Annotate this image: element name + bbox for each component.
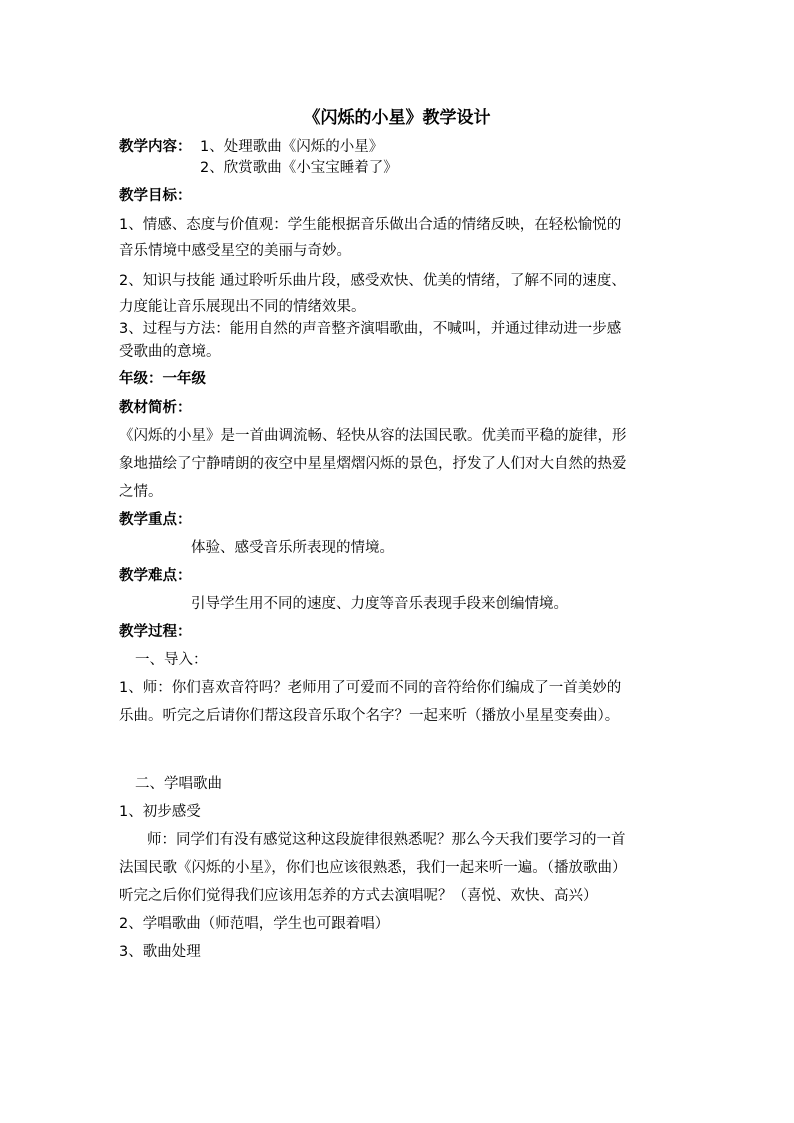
goal-3-line-1: 3、过程与方法：能用自然的声音整齐演唱歌曲，不喊叫，并通过律动进一步感 bbox=[119, 321, 622, 337]
document-title: 《闪烁的小星》教学设计 bbox=[303, 108, 491, 128]
step-2-para-line-2: 法国民歌《闪烁的小星》，你们也应该很熟悉，我们一起来听一遍。（播放歌曲） bbox=[119, 860, 627, 876]
step-1-line-1: 1、师：你们喜欢音符吗？老师用了可爱而不同的音符给你们编成了一首美妙的 bbox=[119, 680, 622, 696]
grade: 年级：一年级 bbox=[119, 371, 206, 387]
goal-1-line-2: 音乐情境中感受星空的美丽与奇妙。 bbox=[119, 243, 351, 259]
step-1-line-2: 乐曲。听完之后请你们帮这段音乐取个名字？一起来听（播放小星星变奏曲）。 bbox=[119, 708, 620, 724]
analysis-heading: 教材简析： bbox=[119, 400, 192, 416]
goal-1-line-1: 1、情感、态度与价值观：学生能根据音乐做出合适的情绪反映，在轻松愉悦的 bbox=[119, 217, 622, 233]
step-2-sub-2: 2、学唱歌曲（师范唱，学生也可跟着唱） bbox=[119, 916, 390, 932]
key-text: 体验、感受音乐所表现的情境。 bbox=[191, 540, 394, 556]
difficulty-text: 引导学生用不同的速度、力度等音乐表现手段来创编情境。 bbox=[191, 596, 568, 612]
step-2-para-line-3: 听完之后你们觉得我们应该用怎养的方式去演唱呢？（喜悦、欢快、高兴） bbox=[119, 888, 598, 904]
analysis-line-3: 之情。 bbox=[119, 484, 163, 500]
content-item-1: 1、处理歌曲《闪烁的小星》 bbox=[200, 139, 384, 155]
analysis-line-1: 《闪烁的小星》是一首曲调流畅、轻快从容的法国民歌。优美而平稳的旋律，形 bbox=[119, 428, 627, 444]
content-item-2: 2、欣赏歌曲《小宝宝睡着了》 bbox=[200, 160, 398, 176]
step-2-sub-3: 3、歌曲处理 bbox=[119, 944, 201, 960]
step-2-sub-1: 1、初步感受 bbox=[119, 804, 201, 820]
goal-3-line-2: 受歌曲的意境。 bbox=[119, 344, 221, 360]
difficulty-heading: 教学难点： bbox=[119, 568, 192, 584]
content-label: 教学内容： bbox=[119, 139, 192, 155]
step-2-para-line-1: 师：同学们有没有感觉这种这段旋律很熟悉呢？那么今天我们要学习的一首 bbox=[147, 832, 626, 848]
step-1-heading: 一、导入： bbox=[135, 652, 208, 668]
goal-2-line-1: 2、知识与技能 通过聆听乐曲片段，感受欢快、优美的情绪，了解不同的速度、 bbox=[119, 273, 626, 289]
goal-2-line-2: 力度能让音乐展现出不同的情绪效果。 bbox=[119, 299, 366, 315]
process-heading: 教学过程： bbox=[119, 624, 192, 640]
step-2-heading: 二、学唱歌曲 bbox=[135, 776, 222, 792]
key-heading: 教学重点： bbox=[119, 512, 192, 528]
goals-heading: 教学目标： bbox=[119, 188, 192, 204]
analysis-line-2: 象地描绘了宁静晴朗的夜空中星星熠熠闪烁的景色，抒发了人们对大自然的热爱 bbox=[119, 456, 627, 472]
